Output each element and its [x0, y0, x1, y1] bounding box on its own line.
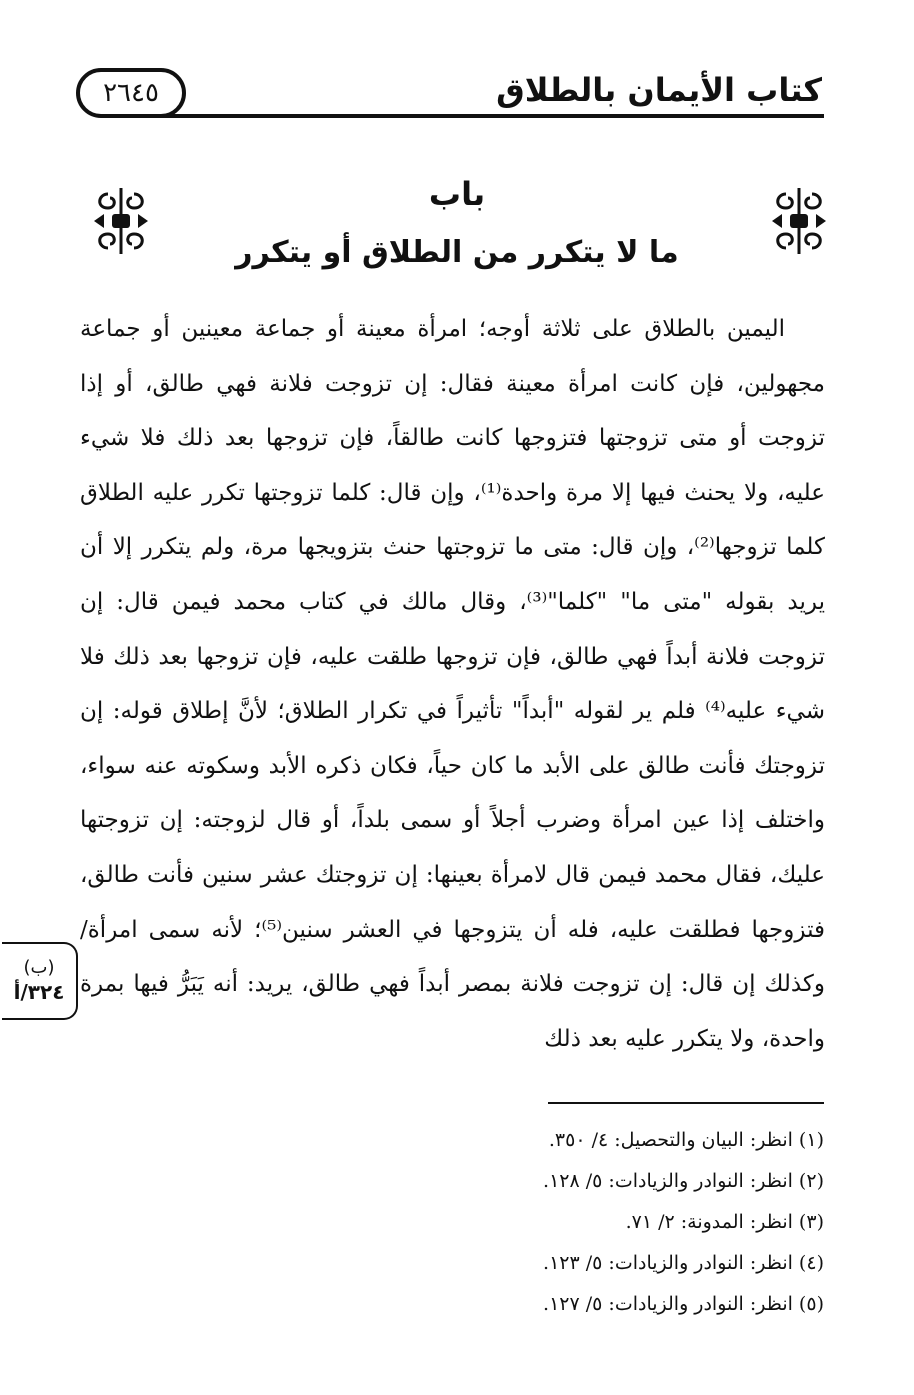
footnote: (٣) انظر: المدونة: ٢/ ٧١.: [625, 1211, 824, 1233]
page-number: ٢٦٤٥: [103, 78, 159, 108]
footnote: (٤) انظر: النوادر والزيادات: ٥/ ١٢٣.: [543, 1252, 824, 1274]
page-number-frame: [76, 68, 186, 118]
header-rule: [118, 114, 824, 118]
footnote: (٥) انظر: النوادر والزيادات: ٥/ ١٢٧.: [543, 1293, 824, 1315]
chapter-title: ما لا يتكرر من الطلاق أو يتكرر: [235, 235, 679, 270]
running-header-title: كتاب الأيمان بالطلاق: [496, 71, 822, 109]
footnote: (١) انظر: البيان والتحصيل: ٤/ ٣٥٠.: [548, 1129, 824, 1151]
footnote: (٢) انظر: النوادر والزيادات: ٥/ ١٢٨.: [543, 1170, 824, 1192]
body-paragraph: اليمين بالطلاق على ثلاثة أوجه؛ امرأة معينة أو جماعة معينين أو جماعة مجهولين، فإن كانت امرأة معينة فقال: إن تزوجت فلانة فهي طالق، أو إذا تزوجت أو متى تزوجتها فتزوجها كانت طالقاً، فإن تزوجها بعد ذلك فلا شيء عليه، ولا يحنث فيها إلا مرة واحدة⁽¹⁾، وإن قال: كلما تزوجتها تكرر عليه الطلاق كلما تزوجها⁽²⁾، وإن قال: متى ما تزوجتها حنث بتزويجها مرة، ولم يتكرر إلا أن يريد بقوله "متى ما" "كلما"⁽³⁾، وقال مالك في كتاب محمد فيمن قال: إن تزوجت فلانة أبداً فهي طالق، فإن تزوجها طلقت عليه، فإن تزوجها بعد ذلك فلا شيء عليه⁽⁴⁾ فلم ير لقوله "أبداً" تأثيراً في تكرار الطلاق؛ لأنَّ إطلاق قوله: إن تزوجتك فأنت طالق على الأبد ما كان حياً، فكان ذكره الأبد وسكوته عنه سواء، واختلف إذا عين امرأة وضرب أجلاً أو سمى بلداً، أو قال لزوجته: إن تزوجتها عليك، فقال محمد فيمن قال لامرأة بعينها: إن تزوجتك عشر سنين فأنت طالق، فتزوجها فطلقت عليه، فله أن يتزوجها في العشر سنين⁽⁵⁾؛ لأنه سمى امرأة/ وكذلك إن قال: إن تزوجت فلانة بمصر أبداً فهي طالق، يريد: أنه يَبَرُّ فيها بمرة واحدة، ولا يتكرر عليه بعد ذلك: [80, 316, 826, 1052]
footnotes: [404, 1120, 824, 1325]
footnote-rule: [548, 1102, 824, 1104]
chapter-label: باب: [428, 175, 486, 213]
manuscript-folio-note: [2, 942, 78, 1020]
main-text: [80, 302, 825, 1066]
folio-side: (ب): [23, 957, 55, 978]
folio-number: ٣٢٤/أ: [13, 980, 65, 1004]
right-ornament-icon: [768, 184, 830, 258]
